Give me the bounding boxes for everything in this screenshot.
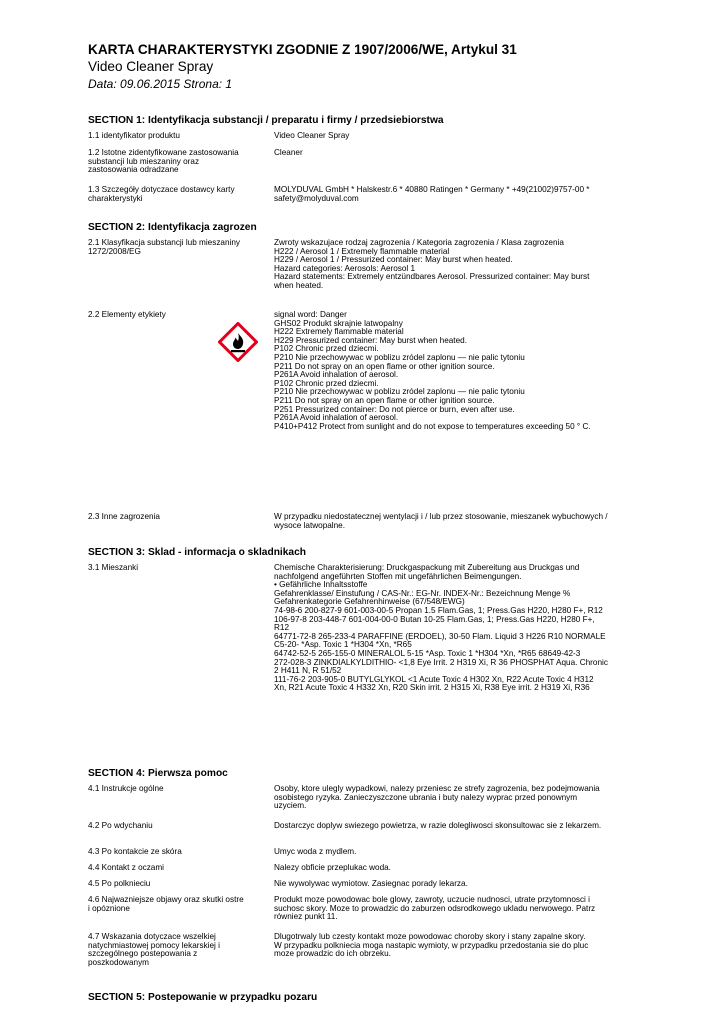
row-2-1-value — [274, 239, 674, 291]
row-3-1-label: 3.1 Mieszanki — [88, 563, 139, 572]
row-4-2-value: Dostarczyc doplyw swiezego powietrza, w razie dolegliwosci skonsultowac sie z lekarzem. — [274, 821, 602, 830]
text-line: 64742-52-5 265-155-0 MINERALOL 5-15 *Asp. Toxic 1 *H304 *Xn, *R65 68649-42-3 — [274, 648, 581, 658]
text-line: Xn, R21 Acute Toxic 4 H332 Xn, R20 Skin irrit. 2 H315 Xi, R38 Eye irrit. 2 H319 Xi, R36 — [274, 683, 590, 693]
text-line: poszkodowanym — [88, 957, 149, 967]
text-line: Dlugotrwaly lub czesty kontakt moze powodowac choroby skory i stany zapalne skory. — [274, 932, 586, 941]
text-line: 4.7 Wskazania dotyczace wszelkiej — [88, 932, 216, 941]
text-line: i opóznione — [88, 903, 130, 913]
row-1-1-label: 1.1 identyfikator produktu — [88, 131, 180, 140]
text-line: Zwroty wskazujace rodzaj zagrozenia / Kategoria zagrozenia / Klasa zagrozenia — [274, 238, 564, 247]
text-line: signal word: Danger — [274, 310, 347, 319]
row-4-7-value — [274, 933, 674, 959]
row-1-2-value: Cleaner — [274, 148, 303, 157]
text-line: P410+P412 Protect from sunlight and do not expose to temperatures exceeding 50 ° C. — [274, 421, 591, 431]
text-line: osobistego ryzyka. Zanieczyszczone ubrania i buty nalezy wyprac przed ponownym — [274, 792, 578, 802]
text-line: równiez punkt 11. — [274, 912, 338, 922]
row-4-3-label: 4.3 Po kontakcie ze skóra — [88, 847, 182, 856]
row-4-6-value — [274, 896, 674, 922]
text-line: szczególnego postepowania z — [88, 949, 198, 959]
text-line: P211 Do not spray on an open flame or other ignition source. — [274, 361, 495, 371]
text-line: • Gefährliche Inhaltsstoffe — [274, 580, 368, 590]
text-line: 111-76-2 203-905-0 BUTYLGLYKOL <1 Acute Toxic 4 H302 Xn, R22 Acute Toxic 4 H312 — [274, 674, 594, 684]
row-4-5-value: Nie wywolywac wymiotow. Zasiegnac porady lekarza. — [274, 879, 468, 888]
text-line: 2 H411 N, R 51/52 — [274, 666, 342, 676]
row-4-7-label — [88, 933, 274, 967]
text-line: uzyciem. — [274, 801, 307, 811]
row-4-2-label: 4.2 Po wdychaniu — [88, 821, 153, 830]
document-title: KARTA CHARAKTERYSTYKI ZGODNIE Z 1907/2006/WE, Artykul 31 — [88, 42, 517, 57]
text-line: moze prowadzic do ich obrzeku. — [274, 949, 391, 959]
text-line: Hazard categories: Aerosols: Aerosol 1 — [274, 263, 416, 273]
text-line: P210 Nie przechowywac w poblizu zródel zaplonu — nie palic tytoniu — [274, 352, 525, 362]
text-line: 1.2 Istotne zidentyfikowane zastosowania — [88, 148, 239, 157]
text-line: Hazard statements: Extremely entzündbares Aerosol. Pressurized container: May burst — [274, 272, 590, 282]
row-3-1-value — [274, 564, 674, 693]
text-line: H222 Extremely flammable material — [274, 327, 404, 337]
row-2-2-value — [274, 311, 674, 431]
text-line: nachfolgend angeführten Stoffen mit ungefährlichen Beimengungen. — [274, 571, 522, 581]
row-4-1-value — [274, 785, 674, 811]
text-line: 2.1 Klasyfikacja substancji lub mieszaniny — [88, 238, 240, 247]
text-line: Chemische Charakterisierung: Druckgaspackung mit Zubereitung aus Druckgas und — [274, 563, 580, 572]
text-line: safety@molyduval.com — [274, 193, 359, 203]
text-line: Produkt moze powodowac bole glowy, zawroty, uczucie nudnosci, utrate przytomnosci i — [274, 895, 590, 904]
text-line: H229 Pressurized container: May burst when heated. — [274, 335, 467, 345]
section-4-heading: SECTION 4: Pierwsza pomoc — [88, 768, 228, 779]
text-line: substancji lub mieszaniny oraz — [88, 156, 200, 166]
row-2-3-label: 2.3 Inne zagrozenia — [88, 512, 160, 521]
row-1-3-value — [274, 186, 674, 203]
text-line: suchosc skory. Moze to prowadzic do zaburzen odsrodkowego ukladu nerwowego. Patrz — [274, 903, 596, 913]
row-1-2-label — [88, 149, 274, 175]
text-line: P261A Avoid inhalation of aerosol. — [274, 413, 399, 423]
row-4-5-label: 4.5 Po polknieciu — [88, 879, 151, 888]
row-4-4-value: Nalezy obficie przeplukac woda. — [274, 863, 391, 872]
text-line: P261A Avoid inhalation of aerosol. — [274, 370, 399, 380]
section-3-heading: SECTION 3: Sklad - informacja o skladnikach — [88, 547, 306, 558]
text-line: W przypadku niedostatecznej wentylacji i / lub przez stosowanie, mieszanek wybuchowych / — [274, 512, 608, 521]
text-line: GHS02 Produkt skrajnie latwopalny — [274, 318, 403, 328]
row-4-3-value: Umyc woda z mydlem. — [274, 847, 357, 856]
text-line: 106-97-8 203-448-7 601-004-00-0 Butan 10-25 Flam.Gas, 1; Press.Gas H220, H280 F+, — [274, 614, 595, 624]
row-2-3-value — [274, 513, 674, 530]
text-line: 74-98-6 200-827-9 601-003-00-5 Propan 1.5 Flam.Gas, 1; Press.Gas H220, H280 F+, R12 — [274, 605, 603, 615]
text-line: W przypadku polkniecia moga nastapic wymioty, w przypadku przedostania sie do pluc — [274, 940, 589, 950]
section-2-heading: SECTION 2: Identyfikacja zagrozen — [88, 222, 257, 233]
text-line: Gefahrenkategorie Gefahrenhinweise (67/548/EWG) — [274, 597, 465, 607]
text-line: charakterystyki — [88, 193, 143, 203]
date-page-line: Data: 09.06.2015 Strona: 1 — [88, 77, 233, 91]
row-2-2-label: 2.2 Elementy etykiety — [88, 310, 166, 319]
text-line: P102 Chronic przed dziecmi. — [274, 344, 379, 354]
text-line: natychmiastowej pomocy lekarskiej i — [88, 940, 220, 950]
section-1-heading: SECTION 1: Identyfikacja substancji / preparatu i firmy / przedsiebiorstwa — [88, 115, 444, 126]
product-name: Video Cleaner Spray — [88, 59, 214, 74]
text-line: R12 — [274, 623, 290, 633]
text-line: H229 / Aerosol 1 / Pressurized container: May burst when heated. — [274, 255, 513, 265]
text-line: when heated. — [274, 280, 324, 290]
row-4-6-label — [88, 896, 274, 913]
text-line: P102 Chronic przed dziecmi. — [274, 378, 379, 388]
text-line: P251 Pressurized container: Do not pierce or burn, even after use. — [274, 404, 515, 414]
section-5-heading: SECTION 5: Postepowanie w przypadku pozaru — [88, 992, 318, 1003]
text-line: 4.6 Najwazniejsze objawy oraz skutki ostre — [88, 895, 244, 904]
text-line: zastosowania odradzane — [88, 165, 179, 175]
row-1-3-label — [88, 186, 274, 203]
text-line: Osoby, ktore ulegly wypadkowi, nalezy przeniesc ze strefy zagrozenia, bez podejmowania — [274, 784, 600, 793]
ghs02-flame-icon — [218, 322, 258, 362]
row-4-4-label: 4.4 Kontakt z oczami — [88, 863, 164, 872]
row-4-1-label: 4.1 Instrukcje ogólne — [88, 784, 164, 793]
text-line: 1.3 Szczegóły dotyczace dostawcy karty — [88, 185, 235, 194]
row-1-1-value: Video Cleaner Spray — [274, 131, 350, 140]
text-line: P210 Nie przechowywac w poblizu zródel zaplonu — nie palic tytoniu — [274, 387, 525, 397]
text-line: 1272/2008/EG — [88, 246, 141, 256]
text-line: MOLYDUVAL GmbH * Halskestr.6 * 40880 Ratingen * Germany * +49(21002)9757-00 * — [274, 185, 590, 194]
text-line: 64771-72-8 265-233-4 PARAFFINE (ERDOEL), 30-50 Flam. Liquid 3 H226 R10 NORMALE — [274, 631, 606, 641]
text-line: P211 Do not spray on an open flame or other ignition source. — [274, 395, 495, 405]
row-2-1-label — [88, 239, 274, 256]
text-line: H222 / Aerosol 1 / Extremely flammable material — [274, 246, 450, 256]
text-line: C5-20- *Asp. Toxic 1 *H304 *Xn, *R65 — [274, 640, 412, 650]
text-line: wysoce latwopalne. — [274, 520, 345, 530]
text-line: Gefahrenklasse/ Einstufung / CAS-Nr.: EG-Nr. INDEX-Nr.: Bezeichnung Menge % — [274, 588, 571, 598]
text-line: 272-028-3 ZINKDIALKYLDITHIO- <1,8 Eye Irrit. 2 H319 Xi, R 36 PHOSPHAT Aqua. Chronic — [274, 657, 608, 667]
